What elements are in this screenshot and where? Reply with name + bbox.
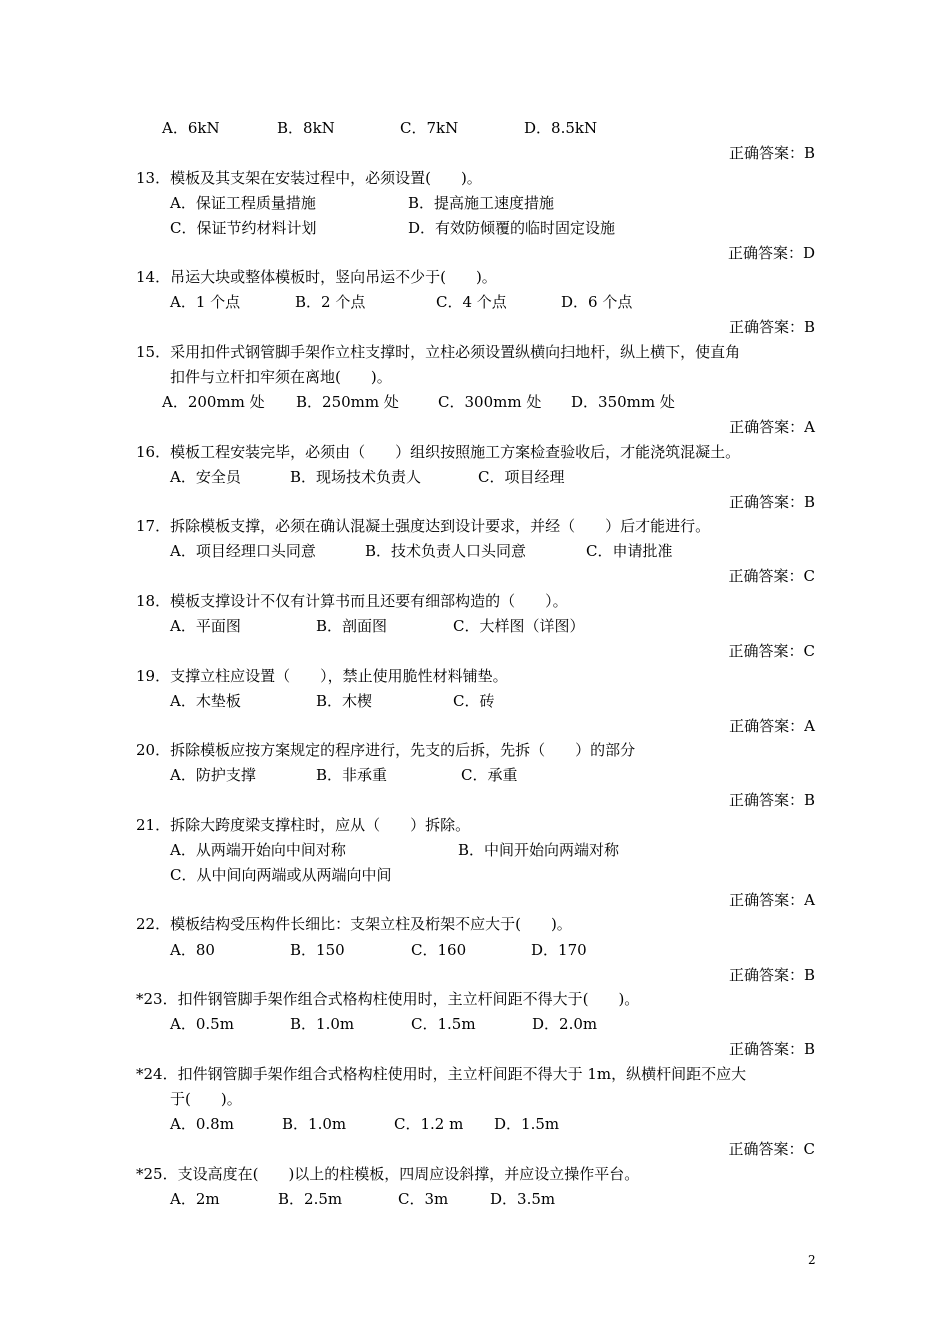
option: A．从两端开始向中间对称 bbox=[170, 841, 346, 859]
correct-answer: 正确答案：B bbox=[728, 318, 815, 336]
correct-answer: 正确答案：D bbox=[727, 244, 815, 262]
option: C．1.2 m bbox=[394, 1115, 464, 1133]
option: B．150 bbox=[290, 941, 345, 959]
option: C．承重 bbox=[461, 766, 518, 784]
option: B．非承重 bbox=[316, 766, 388, 784]
option: A．80 bbox=[170, 941, 215, 959]
option: D．170 bbox=[531, 941, 587, 959]
question-stem-continued: 扣件与立杆扣牢须在离地( )。 bbox=[170, 368, 392, 386]
correct-answer: 正确答案：B bbox=[728, 966, 815, 984]
option: C．项目经理 bbox=[478, 468, 565, 486]
option: D．3.5m bbox=[490, 1190, 556, 1208]
option: D．有效防倾覆的临时固定设施 bbox=[408, 219, 616, 237]
option: B．2.5m bbox=[278, 1190, 343, 1208]
option: A．2m bbox=[170, 1190, 220, 1208]
option: D．350mm 处 bbox=[571, 393, 675, 411]
option: C．1.5m bbox=[411, 1015, 476, 1033]
option: B．250mm 处 bbox=[296, 393, 399, 411]
question-stem: 13．模板及其支架在安装过程中，必须设置( )。 bbox=[136, 169, 482, 187]
option: B．木楔 bbox=[316, 692, 373, 710]
option: C．160 bbox=[411, 941, 467, 959]
question-stem: 21．拆除大跨度梁支撑柱时，应从（ ）拆除。 bbox=[136, 816, 471, 834]
option: A．木垫板 bbox=[170, 692, 241, 710]
option: A．1 个点 bbox=[170, 293, 241, 311]
option: B．现场技术负责人 bbox=[290, 468, 422, 486]
question-stem: 18．模板支撑设计不仅有计算书而且还要有细部构造的（ ）。 bbox=[136, 592, 568, 610]
option: C．7kN bbox=[400, 119, 459, 137]
option: B．8kN bbox=[277, 119, 335, 137]
option: A．平面图 bbox=[170, 617, 241, 635]
question-stem: *23．扣件钢管脚手架作组合式格构柱使用时，主立杆间距不得大于( )。 bbox=[136, 990, 640, 1008]
option: B．技术负责人口头同意 bbox=[365, 542, 527, 560]
option: A．6kN bbox=[162, 119, 220, 137]
option: A．安全员 bbox=[170, 468, 241, 486]
question-stem: 17．拆除模板支撑，必须在确认混凝土强度达到设计要求，并经（ ）后才能进行。 bbox=[136, 517, 711, 535]
question-stem-continued: 于( )。 bbox=[170, 1090, 242, 1108]
question-stem: 20．拆除模板应按方案规定的程序进行，先支的后拆，先拆（ ）的部分 bbox=[136, 741, 636, 759]
option: C．申请批准 bbox=[586, 542, 673, 560]
page-number: 2 bbox=[808, 1253, 816, 1267]
correct-answer: 正确答案：A bbox=[729, 418, 815, 436]
option: A．防护支撑 bbox=[170, 766, 256, 784]
question-stem: 16．模板工程安装完毕，必须由（ ）组织按照施工方案检查验收后，才能浇筑混凝土。 bbox=[136, 443, 741, 461]
option: B．剖面图 bbox=[316, 617, 388, 635]
question-stem: 15．采用扣件式钢管脚手架作立柱支撑时，立柱必须设置纵横向扫地杆，纵上横下，使直角 bbox=[136, 343, 741, 361]
correct-answer: 正确答案：C bbox=[728, 567, 815, 585]
option: C．保证节约材料计划 bbox=[170, 219, 317, 237]
option: C．300mm 处 bbox=[438, 393, 542, 411]
option: B．2 个点 bbox=[295, 293, 366, 311]
option: D．2.0m bbox=[532, 1015, 598, 1033]
question-stem: 22．模板结构受压构件长细比：支架立柱及桁架不应大于( )。 bbox=[136, 915, 572, 933]
option: D．1.5m bbox=[494, 1115, 560, 1133]
question-stem: *24．扣件钢管脚手架作组合式格构柱使用时，主立杆间距不得大于 1m，纵横杆间距不应大 bbox=[136, 1065, 747, 1083]
option: C．砖 bbox=[453, 692, 495, 710]
option: A．200mm 处 bbox=[162, 393, 265, 411]
correct-answer: 正确答案：C bbox=[728, 1140, 815, 1158]
option: A．0.8m bbox=[170, 1115, 234, 1133]
option: A．项目经理口头同意 bbox=[170, 542, 316, 560]
option: C．3m bbox=[398, 1190, 449, 1208]
option: A．保证工程质量措施 bbox=[170, 194, 316, 212]
question-stem: 19．支撑立柱应设置（ ），禁止使用脆性材料铺垫。 bbox=[136, 667, 508, 685]
option: B．1.0m bbox=[290, 1015, 355, 1033]
correct-answer: 正确答案：C bbox=[728, 642, 815, 660]
correct-answer: 正确答案：B bbox=[728, 1040, 815, 1058]
option: C．从中间向两端或从两端向中间 bbox=[170, 866, 392, 884]
correct-answer: 正确答案：B bbox=[728, 144, 815, 162]
option: C．大样图（详图） bbox=[453, 617, 585, 635]
option: A．0.5m bbox=[170, 1015, 234, 1033]
option: B．提高施工速度措施 bbox=[408, 194, 555, 212]
question-stem: *25．支设高度在( )以上的柱模板，四周应设斜撑，并应设立操作平台。 bbox=[136, 1165, 640, 1183]
correct-answer: 正确答案：B bbox=[728, 493, 815, 511]
option: D．6 个点 bbox=[561, 293, 633, 311]
option: B．中间开始向两端对称 bbox=[458, 841, 620, 859]
option: B．1.0m bbox=[282, 1115, 347, 1133]
correct-answer: 正确答案：A bbox=[729, 891, 815, 909]
question-stem: 14．吊运大块或整体模板时，竖向吊运不少于( )。 bbox=[136, 268, 497, 286]
correct-answer: 正确答案：B bbox=[728, 791, 815, 809]
option: D．8.5kN bbox=[524, 119, 598, 137]
correct-answer: 正确答案：A bbox=[729, 717, 815, 735]
option: C．4 个点 bbox=[436, 293, 507, 311]
